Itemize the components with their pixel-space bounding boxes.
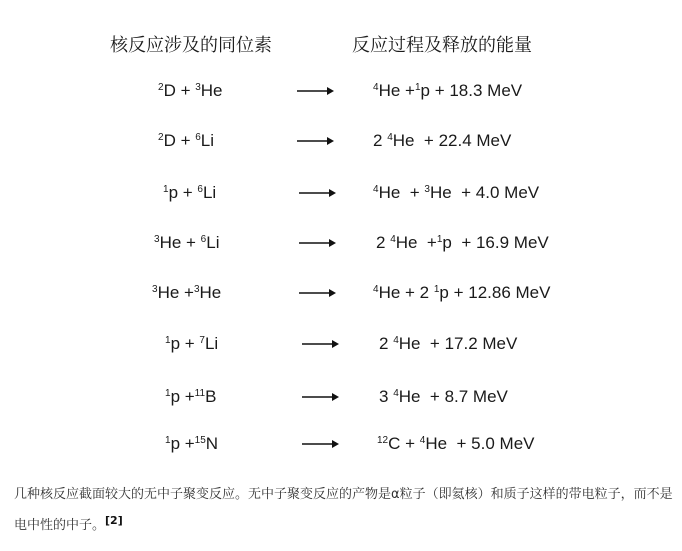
formula-text: p + [170,334,200,353]
formula-text: B [205,387,217,406]
mass-number: 1 [163,184,169,195]
mass-number: 7 [199,335,205,346]
formula-text: Li [202,183,217,202]
products-energy [373,81,522,101]
mass-number: 1 [433,284,440,295]
reaction-arrow-icon [297,135,335,147]
reaction-row [0,131,682,161]
mass-number: 3 [154,234,160,245]
formula-text: He + 22.4 MeV [392,131,512,150]
products-energy [376,233,549,253]
reaction-row [0,334,682,364]
reactants [152,283,221,303]
reaction-arrow-icon [302,391,340,403]
formula-text: p + 16.9 MeV [442,233,549,252]
reactants [154,233,219,253]
column-header-isotopes: 核反应涉及的同位素 [110,35,272,56]
reactants [158,81,223,101]
mass-number: 1 [414,82,421,93]
reaction-row [0,387,682,417]
formula-text: He + [159,233,201,252]
formula-text: He [199,283,222,302]
formula-text: p + 12.86 MeV [439,283,551,302]
mass-number: 15 [194,435,206,446]
mass-number: 1 [436,234,443,245]
formula-text: Li [200,131,215,150]
mass-number: 3 [152,284,158,295]
reaction-row [0,434,682,464]
mass-number: 1 [165,335,171,346]
formula-text: C + [388,434,420,453]
reaction-arrow-icon [302,438,340,450]
formula-text: N [205,434,219,453]
formula-text: p + [170,434,195,453]
formula-text: He + [395,233,437,252]
reactants [165,334,218,354]
reaction-row [0,283,682,313]
reaction-row [0,233,682,263]
mass-number: 4 [387,132,393,143]
formula-text: Li [204,334,219,353]
products-energy [377,434,534,454]
products-energy [373,283,550,303]
reaction-arrow-icon [302,338,340,350]
mass-number: 3 [193,284,200,295]
formula-text: p + [170,387,195,406]
formula-text: D + [163,131,196,150]
formula-text: He + [157,283,194,302]
figure-caption [14,482,674,539]
mass-number: 3 [195,82,201,93]
citation-link[interactable]: [2] [105,514,123,527]
mass-number: 11 [194,388,206,399]
reactants [163,183,216,203]
formula-text: 2 [376,233,391,252]
mass-number: 4 [373,184,379,195]
formula-text: Li [206,233,220,252]
mass-number: 1 [165,388,171,399]
mass-number: 12 [377,435,389,446]
mass-number: 4 [373,284,379,295]
mass-number: 2 [158,132,164,143]
mass-number: 4 [393,388,399,399]
formula-text: He + 8.7 MeV [398,387,508,406]
formula-text: He [200,81,223,100]
formula-text: He + 4.0 MeV [429,183,540,202]
reaction-row [0,81,682,111]
reactants [165,387,216,407]
formula-text: He + [378,81,415,100]
products-energy [379,387,508,407]
products-energy [373,183,539,203]
reaction-arrow-icon [299,187,337,199]
formula-text: D + [163,81,196,100]
mass-number: 4 [373,82,379,93]
mass-number: 6 [197,184,203,195]
mass-number: 6 [195,132,201,143]
reaction-arrow-icon [299,237,337,249]
formula-text: He + 17.2 MeV [398,334,518,353]
products-energy [379,334,517,354]
mass-number: 4 [390,234,396,245]
formula-text: He + 2 [378,283,434,302]
reaction-arrow-icon [299,287,337,299]
column-header-energy: 反应过程及释放的能量 [352,35,532,56]
caption-text: 几种核反应截面较大的无中子聚变反应。无中子聚变反应的产物是α粒子（即氦核）和质子这样的带电粒子，而不是电中性的中子。 [14,487,673,533]
formula-text: 3 [379,387,394,406]
reaction-row [0,183,682,213]
mass-number: 1 [165,435,171,446]
products-energy [373,131,511,151]
mass-number: 6 [200,234,207,245]
mass-number: 3 [424,184,430,195]
reactants [158,131,214,151]
formula-text: 2 [373,131,388,150]
formula-text: p + [168,183,198,202]
formula-text: He + 5.0 MeV [425,434,535,453]
formula-text: He + [378,183,425,202]
mass-number: 4 [419,435,426,446]
mass-number: 2 [158,82,164,93]
reactants [165,434,218,454]
mass-number: 4 [393,335,399,346]
reaction-arrow-icon [297,85,335,97]
formula-text: 2 [379,334,394,353]
formula-text: p + 18.3 MeV [420,81,523,100]
